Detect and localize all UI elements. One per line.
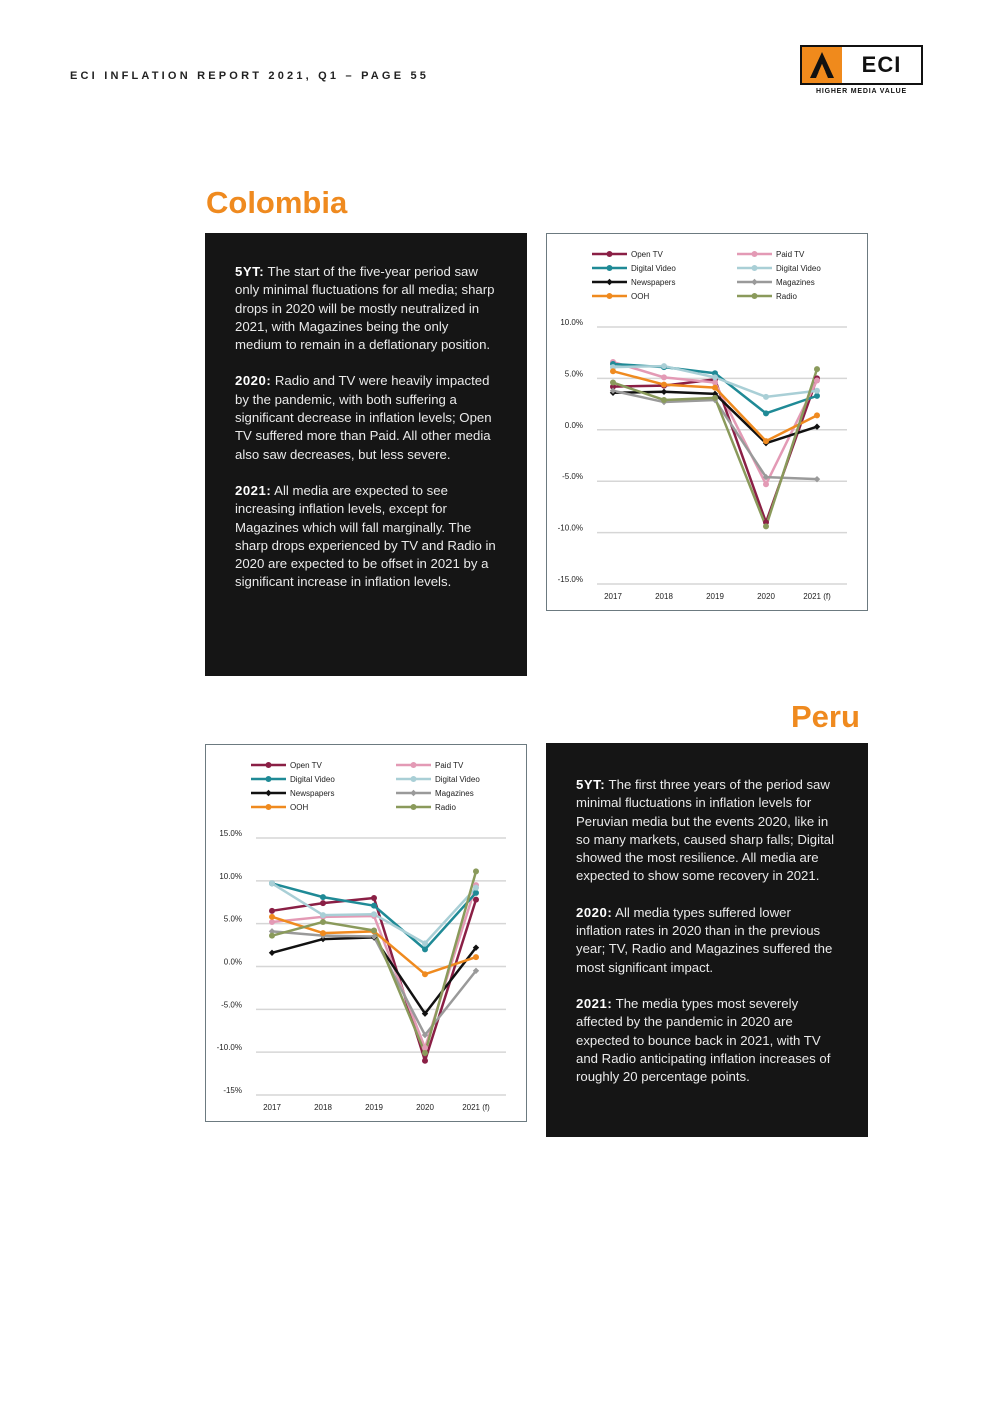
y-tick-label: 15.0%: [219, 829, 242, 838]
data-point: [371, 903, 377, 909]
paragraph-label: 5YT:: [235, 264, 265, 279]
data-point: [712, 385, 718, 391]
x-tick-label: 2020: [757, 592, 775, 601]
data-point: [610, 368, 616, 374]
y-tick-label: 10.0%: [219, 871, 242, 881]
legend-label: Digital Video: [776, 264, 821, 273]
data-point: [712, 395, 718, 401]
legend-label: Magazines: [776, 278, 815, 287]
legend-label: OOH: [631, 292, 650, 301]
peru-paragraph-5yt: [576, 776, 838, 886]
x-tick-label: 2017: [263, 1103, 281, 1112]
data-point: [763, 523, 769, 529]
legend-label: Newspapers: [631, 278, 676, 287]
peru-title: Peru: [791, 699, 860, 734]
y-tick-label: -5.0%: [221, 1000, 242, 1010]
data-point: [320, 912, 326, 918]
data-point: [661, 382, 667, 388]
legend-label: Paid TV: [776, 250, 805, 259]
legend-marker: [607, 293, 613, 299]
data-point: [320, 930, 326, 936]
report-header: ECI INFLATION REPORT 2021, Q1 – PAGE 55: [70, 70, 430, 82]
data-point: [473, 885, 479, 891]
x-tick-label: 2021 (f): [803, 592, 831, 601]
data-point: [763, 410, 769, 416]
legend-marker: [607, 251, 613, 257]
data-point: [269, 933, 275, 939]
series-line: [272, 937, 476, 1013]
data-point: [269, 880, 275, 886]
data-point: [712, 380, 718, 386]
paragraph-label: 2021:: [235, 482, 272, 498]
data-point: [422, 1050, 428, 1056]
data-point: [661, 397, 667, 403]
peru-paragraph-2021: [576, 995, 838, 1086]
y-tick-label: 5.0%: [564, 369, 583, 379]
x-tick-label: 2018: [655, 592, 673, 601]
data-point: [422, 940, 428, 946]
x-tick-label: 2019: [365, 1103, 383, 1112]
data-point: [763, 394, 769, 400]
legend-label: Radio: [435, 803, 456, 812]
y-tick-label: -5.0%: [562, 472, 583, 482]
data-point: [269, 908, 275, 914]
data-point: [371, 928, 377, 934]
paragraph-text: Radio and TV were heavily impacted by the pandemic, with both suffering a significant decrease in inflation levels; Open TV suffered more than Paid. All other media also saw decreases, but less severe.: [235, 373, 492, 462]
data-point: [320, 900, 326, 906]
logo-name: ECI: [842, 47, 921, 83]
y-tick-label: -10.0%: [557, 523, 583, 533]
data-point: [320, 894, 326, 900]
data-point: [473, 890, 479, 896]
paragraph-label: 5YT:: [576, 777, 606, 792]
legend-label: Magazines: [435, 789, 474, 798]
colombia-paragraph-5yt: [235, 263, 497, 354]
data-point: [661, 389, 667, 395]
x-tick-label: 2021 (f): [462, 1103, 490, 1112]
legend-marker: [266, 762, 272, 768]
y-tick-label: 0.0%: [564, 420, 583, 430]
data-point: [712, 374, 718, 380]
x-tick-label: 2019: [706, 592, 724, 601]
data-point: [422, 1058, 428, 1064]
data-point: [269, 919, 275, 925]
legend-label: Digital Video: [631, 264, 676, 273]
legend-label: Open TV: [290, 761, 322, 770]
legend-marker: [752, 293, 758, 299]
data-point: [814, 388, 820, 394]
paragraph-text: The first three years of the period saw minimal fluctuations in inflation levels for Peruvian media but the events 2020, like in so many markets, caused sharp falls; Digital showed the most resilience. All media are expected to show some recovery in 2021.: [576, 777, 834, 884]
y-tick-label: 5.0%: [223, 914, 242, 924]
paragraph-text: The media types most severely affected by the pandemic in 2020 are expected to bounce back in 2021, with TV and Radio anticipating inflation increases of roughly 20 percentage points.: [576, 995, 831, 1085]
data-point: [814, 424, 820, 430]
x-tick-label: 2017: [604, 592, 622, 601]
legend-label: Newspapers: [290, 789, 335, 798]
paragraph-label: 2020:: [235, 373, 272, 389]
peru-text-box: [546, 743, 868, 1137]
eci-logo: [800, 45, 923, 95]
legend-marker: [265, 790, 271, 796]
paragraph-label: 2020:: [576, 904, 613, 920]
legend-label: Radio: [776, 292, 797, 301]
data-point: [371, 895, 377, 901]
logo-tagline: HIGHER MEDIA VALUE: [815, 88, 907, 95]
legend-marker: [411, 804, 417, 810]
paragraph-text: The start of the five-year period saw only minimal fluctuations for all media; sharp drops in 2020 will be mostly neutralized in 2021, with Magazines being the only medium to remain in a deflationary position.: [235, 264, 495, 353]
logo-mark-icon: [802, 47, 842, 83]
data-point: [661, 363, 667, 369]
paragraph-label: 2021:: [576, 995, 613, 1011]
data-point: [661, 374, 667, 380]
y-tick-label: -15%: [223, 1086, 242, 1095]
legend-marker: [411, 776, 417, 782]
colombia-line-chart: [547, 234, 867, 610]
legend-marker: [266, 776, 272, 782]
data-point: [814, 412, 820, 418]
data-point: [269, 950, 275, 956]
data-point: [763, 438, 769, 444]
legend-marker: [606, 279, 612, 285]
peru-paragraph-2020: [576, 904, 838, 977]
data-point: [422, 1045, 428, 1051]
y-tick-label: -15.0%: [557, 575, 583, 584]
peru-chart-frame: [205, 744, 527, 1122]
legend-marker: [410, 790, 416, 796]
legend-label: Digital Video: [435, 775, 480, 784]
legend-marker: [411, 762, 417, 768]
legend-marker: [752, 251, 758, 257]
colombia-text-box: [205, 233, 527, 676]
x-tick-label: 2018: [314, 1103, 332, 1112]
data-point: [814, 377, 820, 383]
data-point: [814, 393, 820, 399]
legend-marker: [607, 265, 613, 271]
legend-marker: [752, 265, 758, 271]
legend-label: Paid TV: [435, 761, 464, 770]
data-point: [610, 380, 616, 386]
y-tick-label: 0.0%: [223, 957, 242, 967]
data-point: [422, 946, 428, 952]
data-point: [473, 897, 479, 903]
colombia-title: Colombia: [206, 185, 348, 220]
paragraph-text: All media are expected to see increasing inflation levels, except for Magazines which will fall marginally. The sharp drops experienced by TV and Radio in 2020 are expected to be offset in 2021 by a significant increase in inflation levels.: [235, 482, 496, 590]
data-point: [320, 919, 326, 925]
peru-line-chart: [206, 745, 526, 1121]
colombia-paragraph-2020: [235, 372, 497, 463]
y-tick-label: 10.0%: [560, 318, 583, 327]
legend-label: OOH: [290, 803, 309, 812]
legend-marker: [266, 804, 272, 810]
x-tick-label: 2020: [416, 1103, 434, 1112]
colombia-paragraph-2021: [235, 482, 497, 592]
colombia-chart-frame: [546, 233, 868, 611]
paragraph-text: All media types suffered lower inflation rates in 2020 than in the previous year; TV, Radio and Magazines suffered the most significant impact.: [576, 904, 833, 975]
data-point: [473, 954, 479, 960]
data-point: [371, 911, 377, 917]
data-point: [422, 971, 428, 977]
legend-label: Digital Video: [290, 775, 335, 784]
data-point: [763, 481, 769, 487]
data-point: [814, 366, 820, 372]
data-point: [473, 868, 479, 874]
y-tick-label: -10.0%: [216, 1043, 242, 1053]
logo-box: [800, 45, 923, 85]
data-point: [269, 914, 275, 920]
legend-label: Open TV: [631, 250, 663, 259]
legend-marker: [751, 279, 757, 285]
